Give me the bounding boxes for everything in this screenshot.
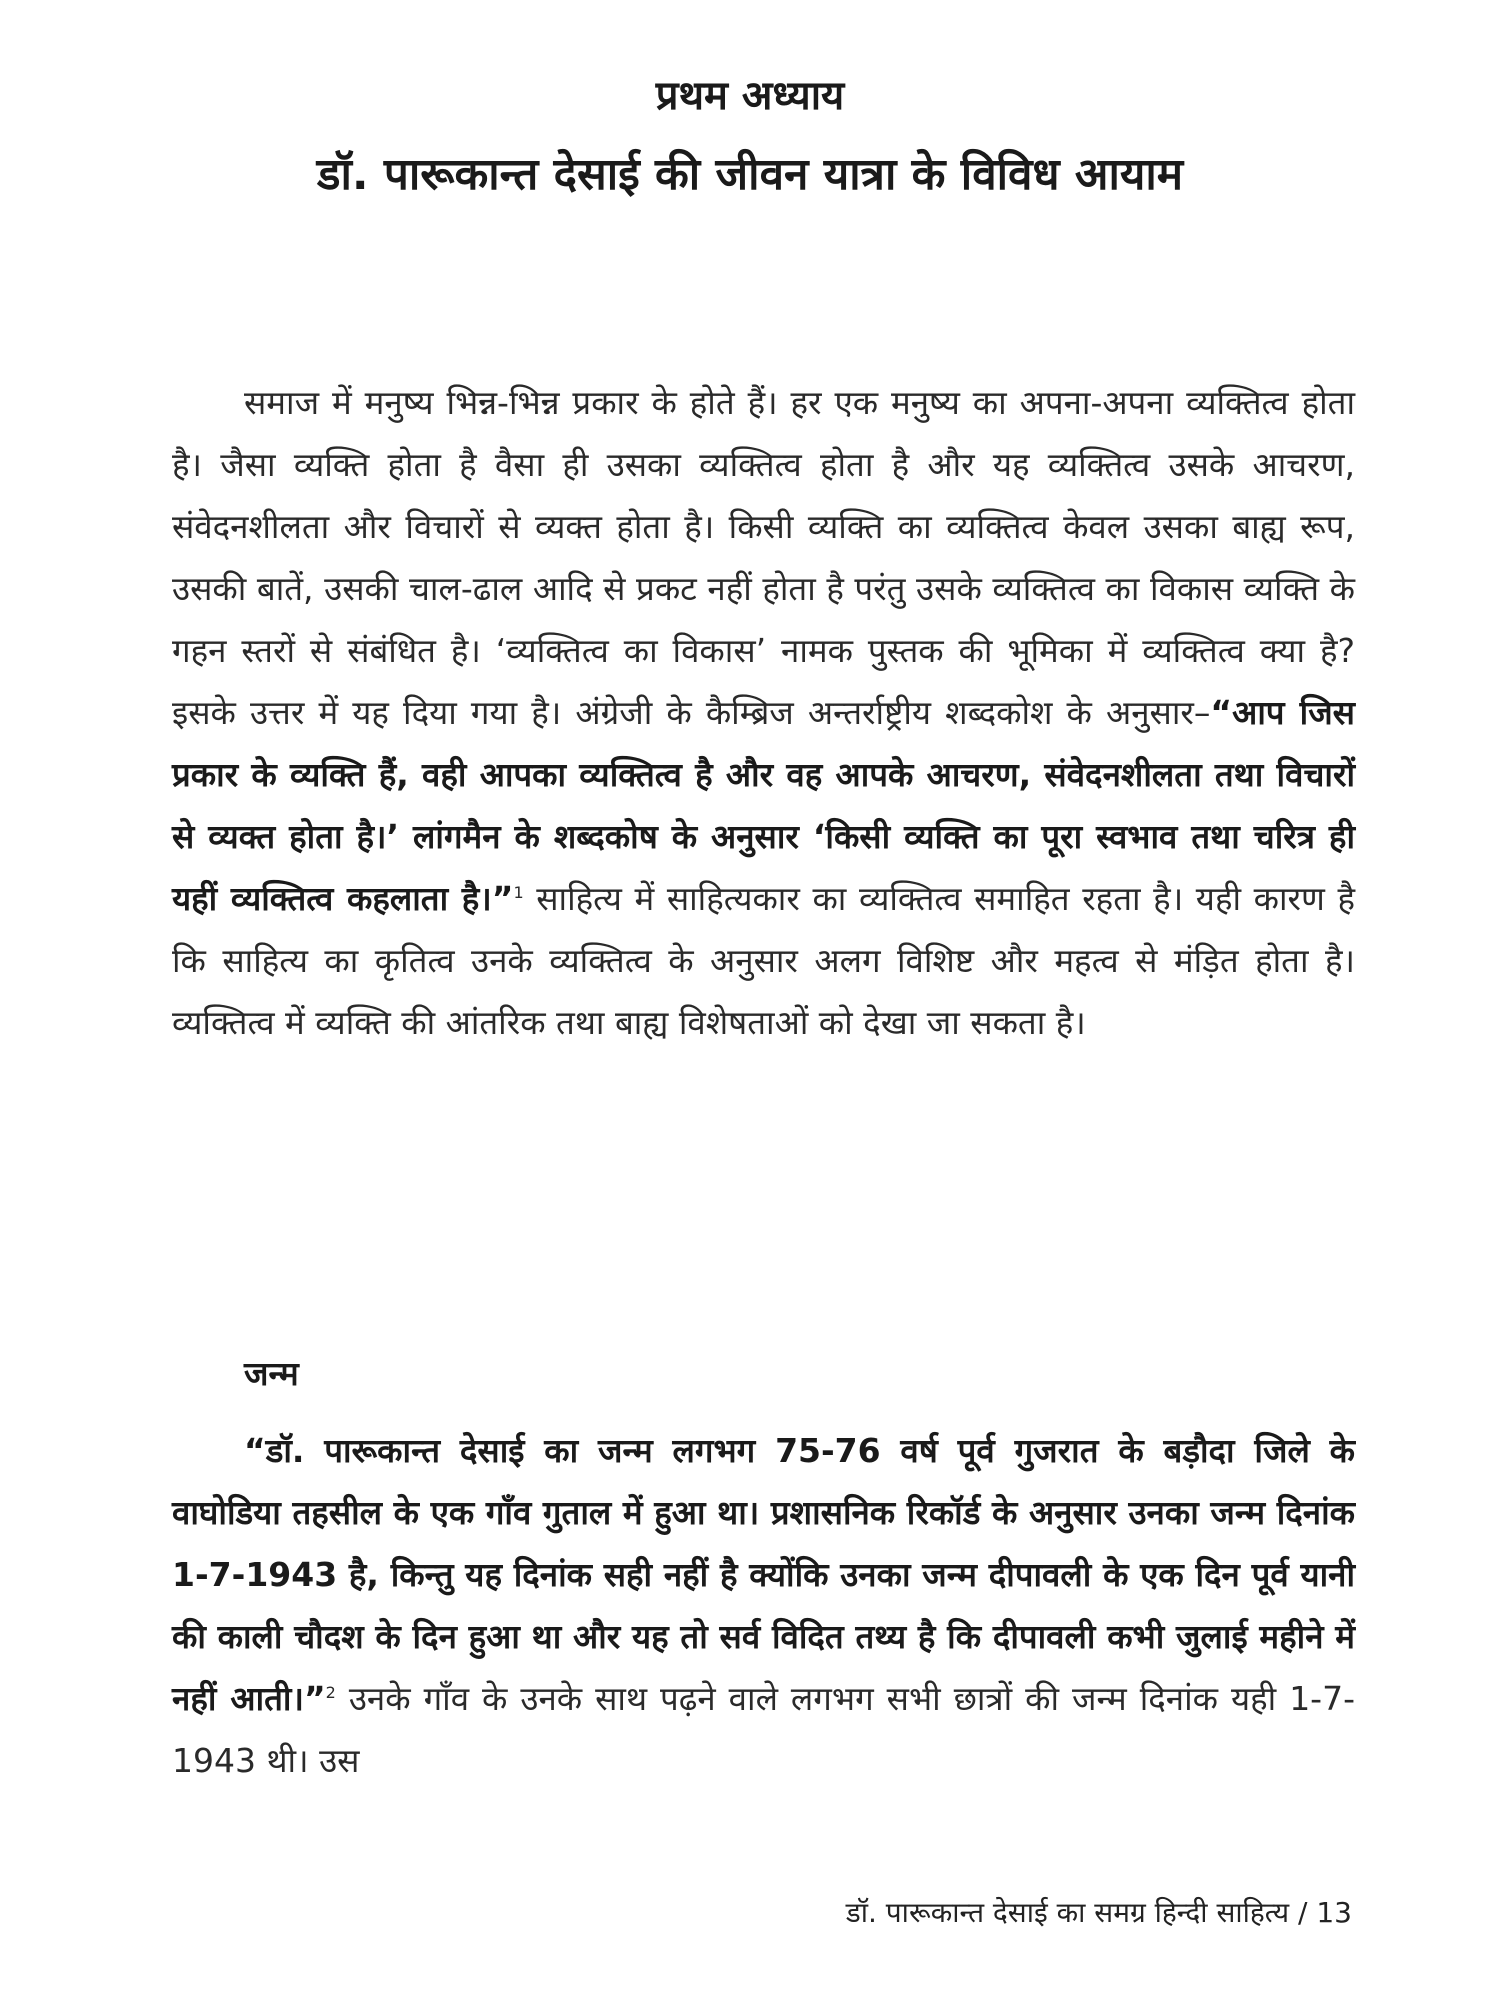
paragraph-personality: [172, 372, 1355, 1054]
paragraph-intro-text: समाज में मनुष्य भिन्न-भिन्न प्रकार के होते हैं। हर एक मनुष्य का अपना-अपना व्यक्तित्व होता है। जैसा व्यक्ति होता है वैसा ही उसका व्यक्तित्व होता है और यह व्यक्तित्व उसके आचरण, संवेदनशीलता और विचारों से व्यक्त होता है। किसी व्यक्ति का व्यक्तित्व केवल उसका बाह्य रूप, उसकी बातें, उसकी चाल-ढाल आदि से प्रकट नहीं होता है परंतु उसके व्यक्तित्व का विकास व्यक्ति के गहन स्तरों से संबंधित है। ‘व्यक्तित्व का विकास’ नामक पुस्तक की भूमिका में व्यक्तित्व क्या है? इसके उत्तर में यह दिया गया है। अंग्रेजी के कैम्ब्रिज अन्तर्राष्ट्रीय शब्दकोश के अनुसार–: [172, 383, 1355, 732]
page-number: 13: [1316, 1896, 1352, 1929]
paragraph-rest-text: साहित्य में साहित्यकार का व्यक्तित्व समाहित रहता है। यही कारण है कि साहित्य का कृतित्व उनके व्यक्तित्व के अनुसार अलग विशिष्ट और महत्व से मंड़ित होता है। व्यक्तित्व में व्यक्ति की आंतरिक तथा बाह्य विशेषताओं को देखा जा सकता है।: [172, 879, 1355, 1042]
birth-rest-text: उनके गाँव के उनके साथ पढ़ने वाले लगभग सभी छात्रों की जन्म दिनांक यही 1-7-1943 थी। उस: [172, 1679, 1355, 1780]
page-footer: [846, 1893, 1352, 1931]
birth-quote: “डॉ. पारूकान्त देसाई का जन्म लगभग 75-76 वर्ष पूर्व गुजरात के बड़ौदा जिले के वाघोडिया तहसील के एक गाँव गुताल में हुआ था। प्रशासनिक रिकॉर्ड के अनुसार उनका जन्म दिनांक 1-7-1943 है, किन्तु यह दिनांक सही नहीं है क्योंकि उनका जन्म दीपावली के एक दिन पूर्व यानी की काली चौदश के दिन हुआ था और यह तो सर्व विदित तथ्य है कि दीपावली कभी जुलाई महीने में नहीं आती।”: [172, 1431, 1355, 1718]
footnote-ref-2: 2: [325, 1683, 336, 1702]
chapter-label: प्रथम अध्याय: [655, 73, 845, 119]
paragraph-birth: [172, 1420, 1355, 1792]
chapter-title: डॉ. पारूकान्त देसाई की जीवन यात्रा के विविध आयाम: [316, 149, 1184, 200]
footer-separator: /: [1298, 1896, 1308, 1929]
footnote-ref-1: 1: [513, 883, 524, 902]
dictionary-quote: “आप जिस प्रकार के व्यक्ति हैं, वही आपका व्यक्तित्व है और वह आपके आचरण, संवेदनशीलता तथा विचारों से व्यक्त होता है।’ लांगमैन के शब्दकोष के अनुसार ‘किसी व्यक्ति का पूरा स्वभाव तथा चरित्र ही यहीं व्यक्तित्व कहलाता है।”: [172, 693, 1355, 918]
running-title: डॉ. पारूकान्त देसाई का समग्र हिन्दी साहित्य: [845, 1896, 1290, 1929]
section-heading-birth: जन्म: [244, 1354, 299, 1393]
